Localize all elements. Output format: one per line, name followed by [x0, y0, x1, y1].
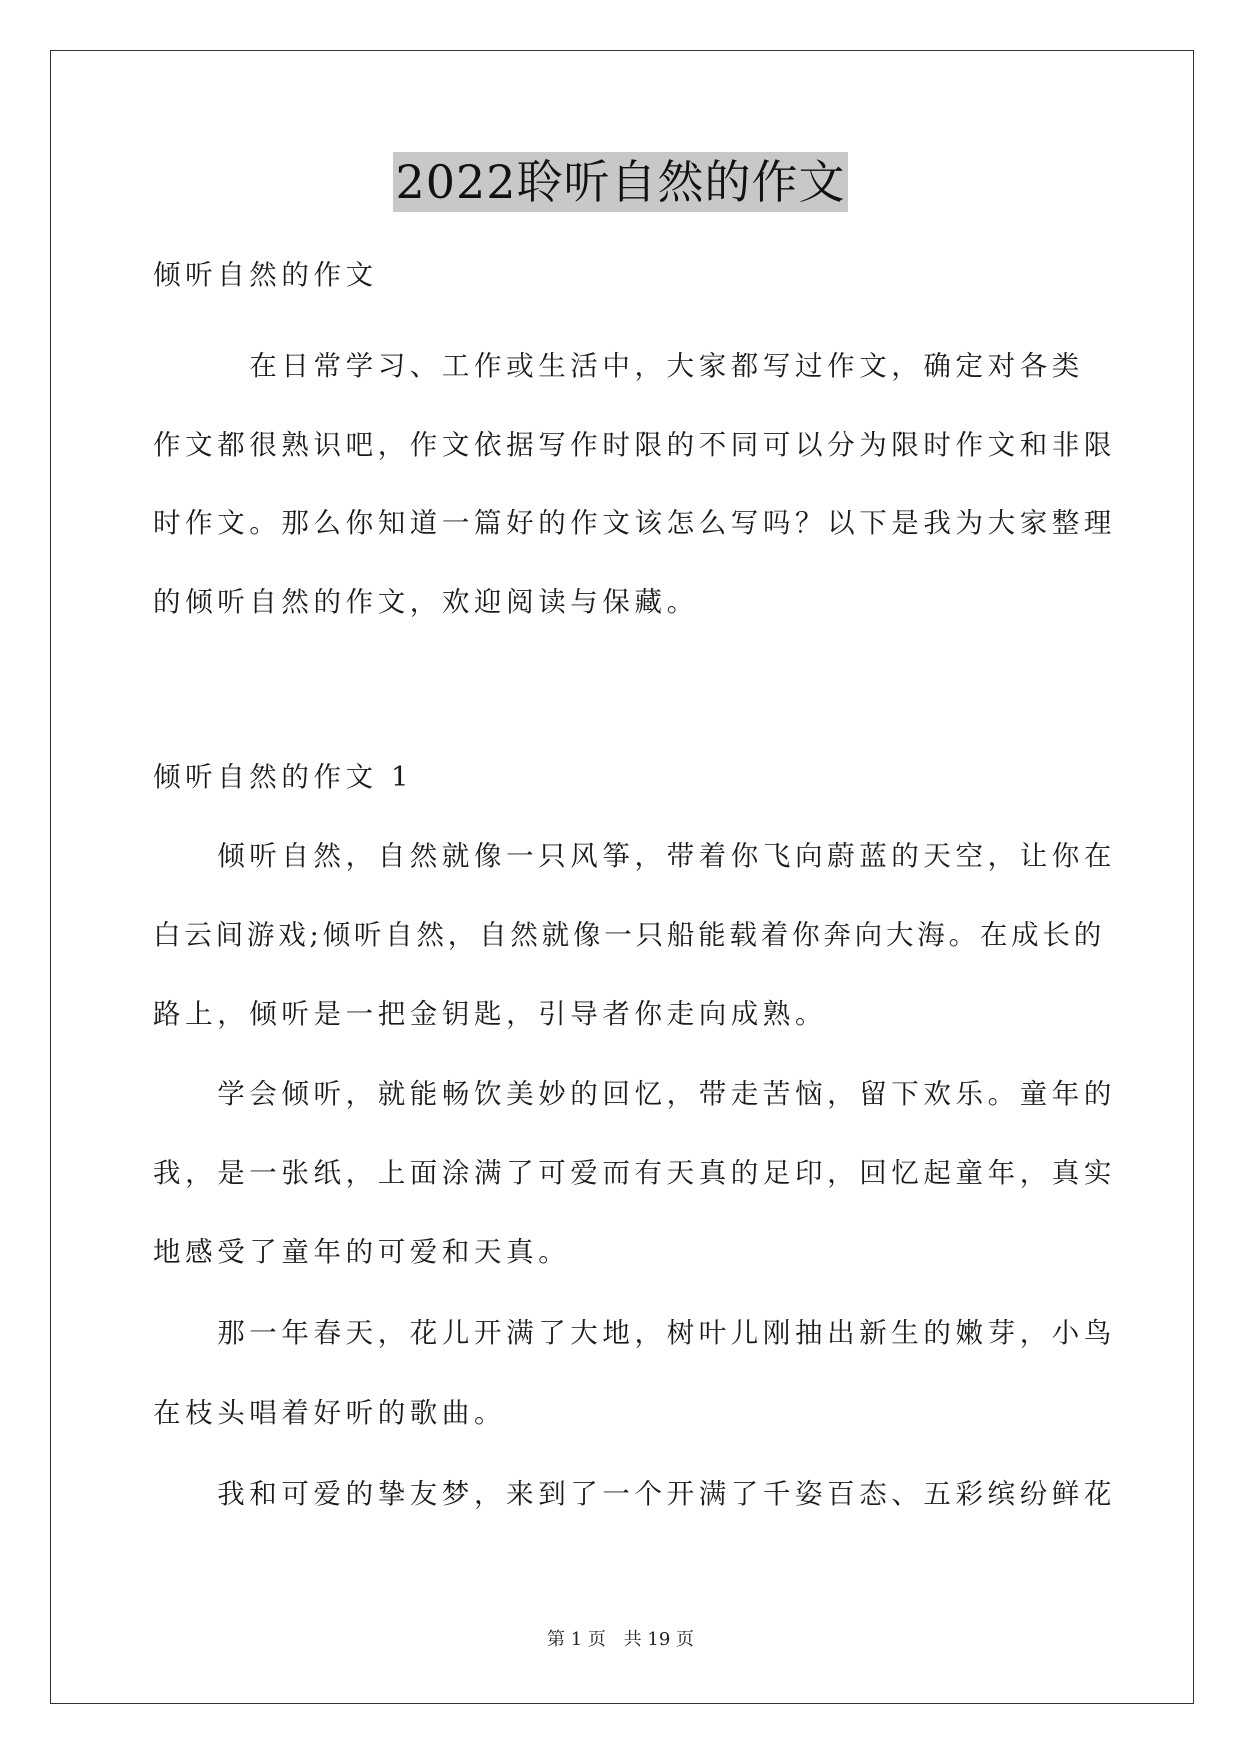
paragraph-line: 我和可爱的挚友梦，来到了一个开满了千姿百态、五彩缤纷鲜花 [153, 1478, 1116, 1510]
section-heading: 倾听自然的作文 1 [153, 761, 414, 793]
paragraph-line: 在枝头唱着好听的歌曲。 [153, 1397, 507, 1429]
page-footer [0, 1628, 1241, 1652]
paragraph-line: 时作文。那么你知道一篇好的作文该怎么写吗？以下是我为大家整理 [153, 507, 1116, 539]
paragraph-line: 作文都很熟识吧，作文依据写作时限的不同可以分为限时作文和非限 [153, 429, 1116, 461]
paragraph-line: 地感受了童年的可爱和天真。 [153, 1236, 571, 1268]
section-heading: 倾听自然的作文 [153, 259, 378, 291]
paragraph-line: 我，是一张纸，上面涂满了可爱而有天真的足印，回忆起童年，真实 [153, 1157, 1116, 1189]
paragraph-line: 的倾听自然的作文，欢迎阅读与保藏。 [153, 586, 699, 618]
page-border [50, 50, 1194, 1704]
paragraph-line: 在日常学习、工作或生活中，大家都写过作文，确定对各类 [153, 350, 1084, 382]
page-total: 共 19 页 [623, 1629, 694, 1650]
paragraph-line: 那一年春天，花儿开满了大地，树叶儿刚抽出新生的嫩芽，小鸟 [153, 1317, 1116, 1349]
document-title: 2022聆听自然的作文 [393, 152, 847, 212]
title-container [0, 152, 1241, 212]
paragraph-line: 倾听自然，自然就像一只风筝，带着你飞向蔚蓝的天空，让你在 [153, 840, 1116, 872]
paragraph-line: 白云间游戏;倾听自然，自然就像一只船能载着你奔向大海。在成长的 [153, 919, 1106, 951]
paragraph-line: 路上，倾听是一把金钥匙，引导者你走向成熟。 [153, 998, 828, 1030]
page-number: 第 1 页 [547, 1629, 606, 1650]
paragraph-line: 学会倾听，就能畅饮美妙的回忆，带走苦恼，留下欢乐。童年的 [153, 1078, 1116, 1110]
